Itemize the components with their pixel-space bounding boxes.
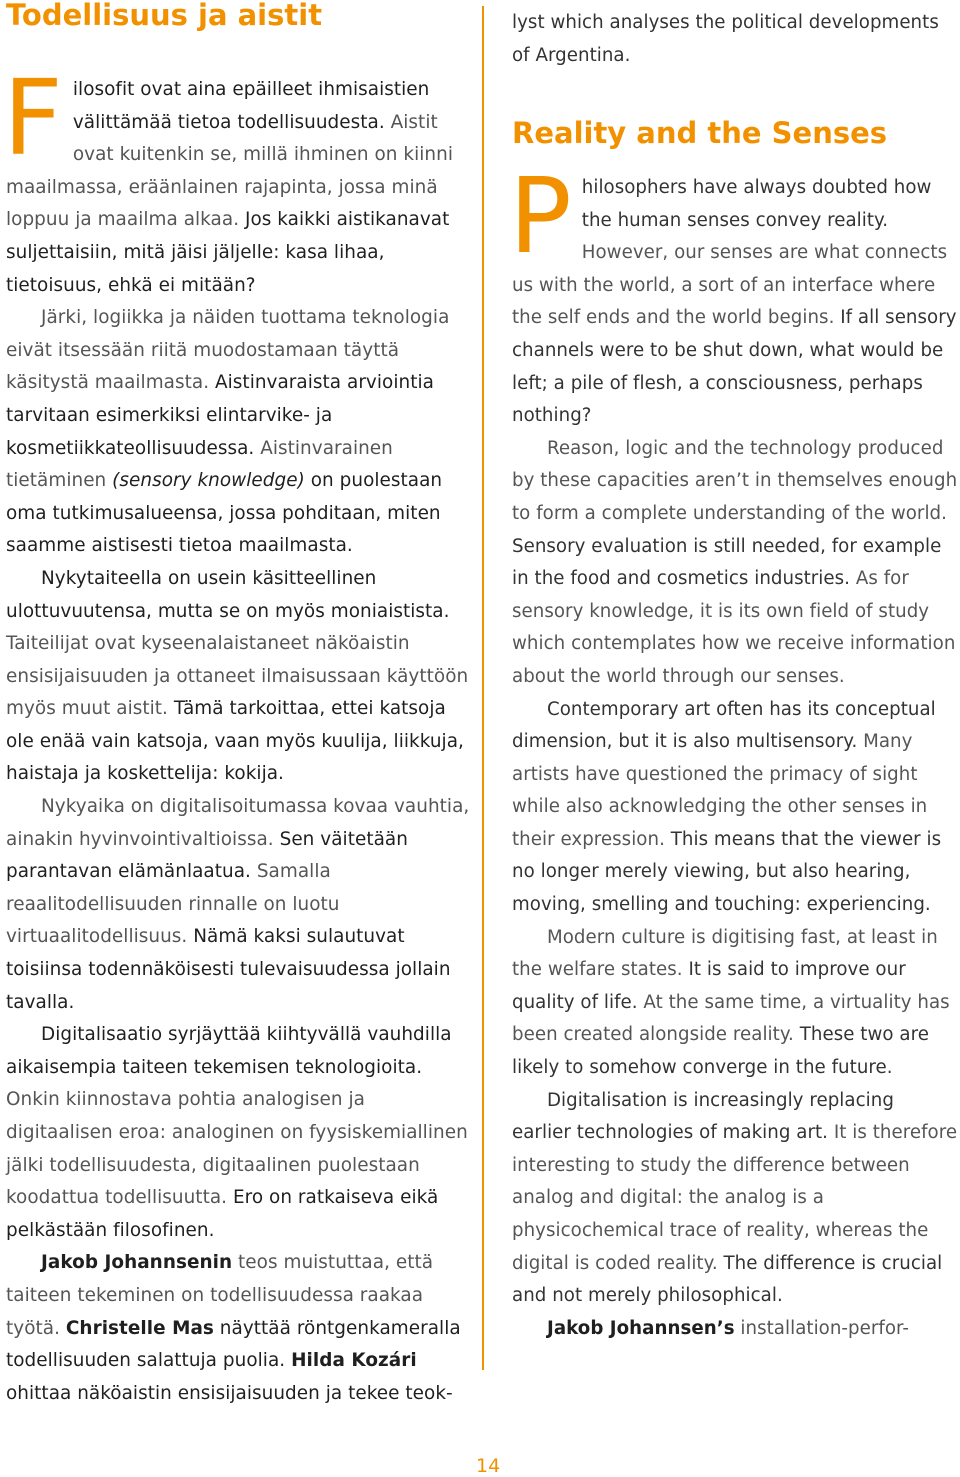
artist-name: Hilda Kozári [291, 1350, 417, 1372]
text-run: Onkin kiinnostava pohtia analogisen ja digitaalisen eroa: analoginen on fyysiskemiallinen jälki todellisuudesta, digitaalinen puolestaan koodattua todellisuutta. [6, 1089, 468, 1209]
text-run: Aistinvaraista arviointia tarvitaan esimerkiksi elintarvike- ja kosmetiikkateollisuudessa. [6, 372, 434, 459]
text-run: As for sensory knowledge, it is its own field of study which contemplates how we receive information about the world through our senses. [512, 568, 956, 687]
text-run: Nykytaiteella on usein käsitteellinen ulottuvuutensa, mutta se on myös moniaistista. [6, 567, 450, 622]
text-run: Samalla reaalitodellisuuden rinnalle on luotu virtuaalitodellisuus. [6, 861, 340, 948]
text-run: At the same time, a virtuality has been created alongside reality. [512, 991, 950, 1046]
text-run: Jos kaikki aistikanavat suljettaisiin, mitä jäisi jäljelle: kasa lihaa, tietoisuus, ehkä ei mitään? [6, 209, 450, 296]
finnish-paragraph-5 [6, 1019, 471, 1247]
text-run: It is therefore interesting to study the difference between analog and digital: the analog is a physicochemical trace of reality, whereas the digital is coded reality. [512, 1122, 958, 1274]
text-run: Järki, logiikka ja näiden tuottama teknologia eivät itsessään riitä muodostamaan täyttä käsitystä maailmasta. [6, 307, 450, 394]
text-run: Modern culture is digitising fast, at least in the welfare states. [512, 926, 938, 981]
text-run: Aistit ovat kuitenkin se, millä ihminen on kiinni maailmassa, eräänlainen rajapinta, jossa minä loppuu ja maailma alkaa. [6, 111, 453, 231]
text-run: Sensory evaluation is still needed, for example in the food and cosmetics industries. [512, 535, 942, 590]
text-run: Many artists have questioned the primacy of sight while also acknowledging the other senses in their expression. [512, 731, 928, 850]
english-dropcap: P [509, 155, 572, 277]
text-run: Contemporary art often has its conceptual dimension, but it is also multisensory. [512, 698, 936, 753]
text-run: teos muistuttaa, että taiteen tekeminen on todellisuudessa raakaa työtä. [6, 1252, 434, 1339]
finnish-title: Todellisuus ja aistit [6, 0, 323, 32]
text-run: Tämä tarkoittaa, ettei katsoja ole enää vain katsoja, vaan myös kuulija, liikkuja, haistaja ja koskettelija: kokija. [6, 698, 464, 785]
finnish-body [3, 57, 471, 1410]
text-run: Nykyaika on digitalisoitumassa kovaa vauhtia, ainakin hyvinvointivaltioissa. [6, 796, 470, 850]
text-run: Aistinvarainen tietäminen [6, 437, 393, 492]
finnish-dropcap: F [3, 57, 63, 179]
text-run: The difference is crucial and not merely philosophical. [512, 1252, 943, 1307]
text-run: on puolestaan oma tutkimusalueensa, jossa pohditaan, miten saamme aistisesti tietoa maailmasta. [6, 470, 443, 557]
text-run: hilosophers have always doubted how the human senses convey reality. [581, 177, 932, 231]
finnish-paragraph-6 [6, 1247, 471, 1410]
english-title: Reality and the Senses [512, 116, 888, 150]
text-run: ohittaa näköaistin ensisijaisuuden ja tekee teok- [6, 1382, 453, 1404]
text-run: Taiteilijat ovat kyseenalaistaneet näköaistin ensisijaisuuden ja ottaneet ilmaisussaan käyttöön myös muut aistit. [6, 633, 469, 720]
artist-name: Christelle Mas [65, 1317, 214, 1339]
english-paragraph-1 [509, 155, 958, 433]
text-run: These two are likely to somehow converge in the future. [512, 1024, 929, 1079]
text-run: It is said to improve our quality of life. [512, 959, 906, 1013]
text-run-italic: (sensory knowledge) [112, 470, 305, 492]
text-run: Reason, logic and the technology produced by these capacities aren’t in themselves enough to form a complete understanding of the world. [512, 437, 958, 524]
finnish-paragraph-3 [6, 563, 471, 791]
english-paragraph-4 [512, 922, 958, 1085]
english-continued-text: lyst which analyses the political developments of Argentina. [512, 12, 939, 66]
text-run: Sen väitetään parantavan elämänlaatua. [6, 828, 408, 883]
text-run: installation-perfor- [734, 1317, 910, 1339]
english-paragraph-2 [512, 433, 958, 694]
text-run: Ero on ratkaiseva eikä pelkästään filosofinen. [6, 1187, 439, 1241]
text-run: ilosofit ovat aina epäilleet ihmisaistien välittämää tietoa todellisuudesta. [72, 79, 430, 133]
text-run: Nämä kaksi sulautuvat toisiinsa todennäköisesti tulevaisuudessa jollain tavalla. [6, 926, 451, 1013]
finnish-paragraph-1 [3, 57, 471, 302]
text-run: However, our senses are what connects us with the world, a sort of an interface where the self ends and the world begins. [512, 242, 948, 329]
english-paragraph-5 [512, 1085, 958, 1313]
english-paragraph-3 [512, 694, 958, 922]
english-paragraph-6 [512, 1313, 958, 1346]
column-divider [482, 6, 484, 1370]
artist-name: Jakob Johannsen’s [547, 1317, 735, 1339]
artist-name: Jakob Johannsenin [41, 1252, 233, 1274]
finnish-paragraph-2 [6, 302, 471, 563]
finnish-paragraph-4 [6, 791, 471, 1019]
text-run: näyttää röntgenkameralla todellisuuden salattuja puolia. [6, 1317, 461, 1372]
english-body [509, 155, 958, 1345]
text-run: This means that the viewer is no longer merely viewing, but also hearing, moving, smelling and touching: experiencing. [512, 828, 942, 916]
text-run: Digitalisation is increasingly replacing earlier technologies of making art. [512, 1089, 894, 1144]
page-number: 14 [476, 1455, 501, 1477]
text-run: Digitalisaatio syrjäyttää kiihtyvällä vauhdilla aikaisempia taiteen tekemisen teknologioita. [6, 1024, 452, 1078]
text-run: If all sensory channels were to be shut down, what would be left; a pile of flesh, a consciousness, perhaps nothing? [512, 307, 957, 427]
